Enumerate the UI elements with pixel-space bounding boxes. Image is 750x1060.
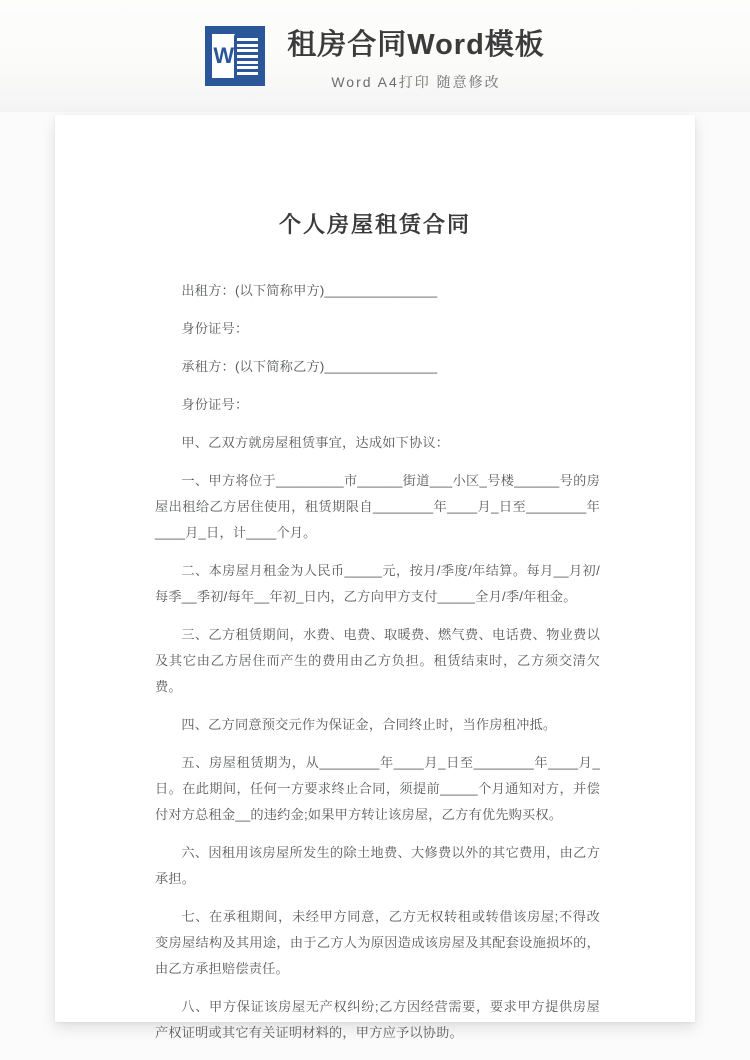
- word-icon-letter: W: [213, 43, 234, 68]
- document-paragraph-clause-1: 一、甲方将位于_________市______街道___小区_号楼______号的房屋出租给乙方居住使用，租赁期限自________年____月_日至________年____月_日，计____个月。: [155, 473, 600, 540]
- word-icon-line: [237, 66, 258, 69]
- banner-text-block: [287, 24, 545, 92]
- document-paragraph-preamble: 甲、乙双方就房屋租赁事宜，达成如下协议：: [181, 435, 450, 450]
- banner-title: 租房合同Word模板: [287, 29, 545, 61]
- word-icon-line: [237, 49, 258, 52]
- document-paragraph-clause-3: 三、乙方租赁期间，水费、电费、取暖费、燃气费、电话费、物业费以及其它由乙方居住而产生的费用由乙方负担。租赁结束时，乙方须交清欠费。: [155, 627, 600, 694]
- banner-subtitle: Word A4打印 随意修改: [331, 74, 501, 90]
- document-paragraph-clause-2: 二、本房屋月租金为人民币_____元，按月/季度/年结算。每月__月初/每季__季初/每年__年初_日内，乙方向甲方支付_____全月/季/年租金。: [155, 563, 600, 604]
- word-icon-line: [237, 61, 258, 64]
- document-paragraph-clause-4: 四、乙方同意预交元作为保证金，合同终止时，当作房租冲抵。: [181, 717, 557, 732]
- document-paragraph-clause-5: 五、房屋租赁期为，从________年____月_日至________年____月_日。在此期间，任何一方要求终止合同，须提前_____个月通知对方，并偿付对方总租金__的违约金;如果甲方转让该房屋，乙方有优先购买权。: [155, 755, 600, 822]
- word-icon-line: [237, 55, 258, 58]
- word-icon-line: [237, 44, 258, 47]
- document-paragraph-clause-6: 六、因租用该房屋所发生的除土地费、大修费以外的其它费用，由乙方承担。: [155, 845, 600, 886]
- document-body: [155, 278, 600, 1058]
- document-page: [55, 115, 695, 1040]
- word-document-icon: [205, 26, 265, 86]
- document-title: 个人房屋租赁合同: [278, 212, 471, 237]
- document-paragraph-lessor-id: 身份证号：: [181, 321, 249, 336]
- document-paragraph-lessee-id: 身份证号：: [181, 397, 249, 412]
- document-paragraph-lessee: 承租方：(以下简称乙方)_______________: [181, 359, 438, 374]
- page-header-banner: [0, 0, 750, 112]
- banner-content: [205, 24, 545, 92]
- word-icon-line: [237, 38, 258, 41]
- word-icon-text-lines: [237, 38, 258, 75]
- document-paragraph-lessor: 出租方：(以下简称甲方)_______________: [181, 283, 438, 298]
- document-paragraph-clause-8: 八、甲方保证该房屋无产权纠纷;乙方因经营需要，要求甲方提供房屋产权证明或其它有关证明材料的，甲方应予以协助。: [155, 999, 600, 1040]
- word-icon-line: [237, 72, 258, 75]
- document-paragraph-clause-7: 七、在承租期间，未经甲方同意，乙方无权转租或转借该房屋;不得改变房屋结构及其用途，由于乙方人为原因造成该房屋及其配套设施损坏的，由乙方承担赔偿责任。: [155, 909, 600, 976]
